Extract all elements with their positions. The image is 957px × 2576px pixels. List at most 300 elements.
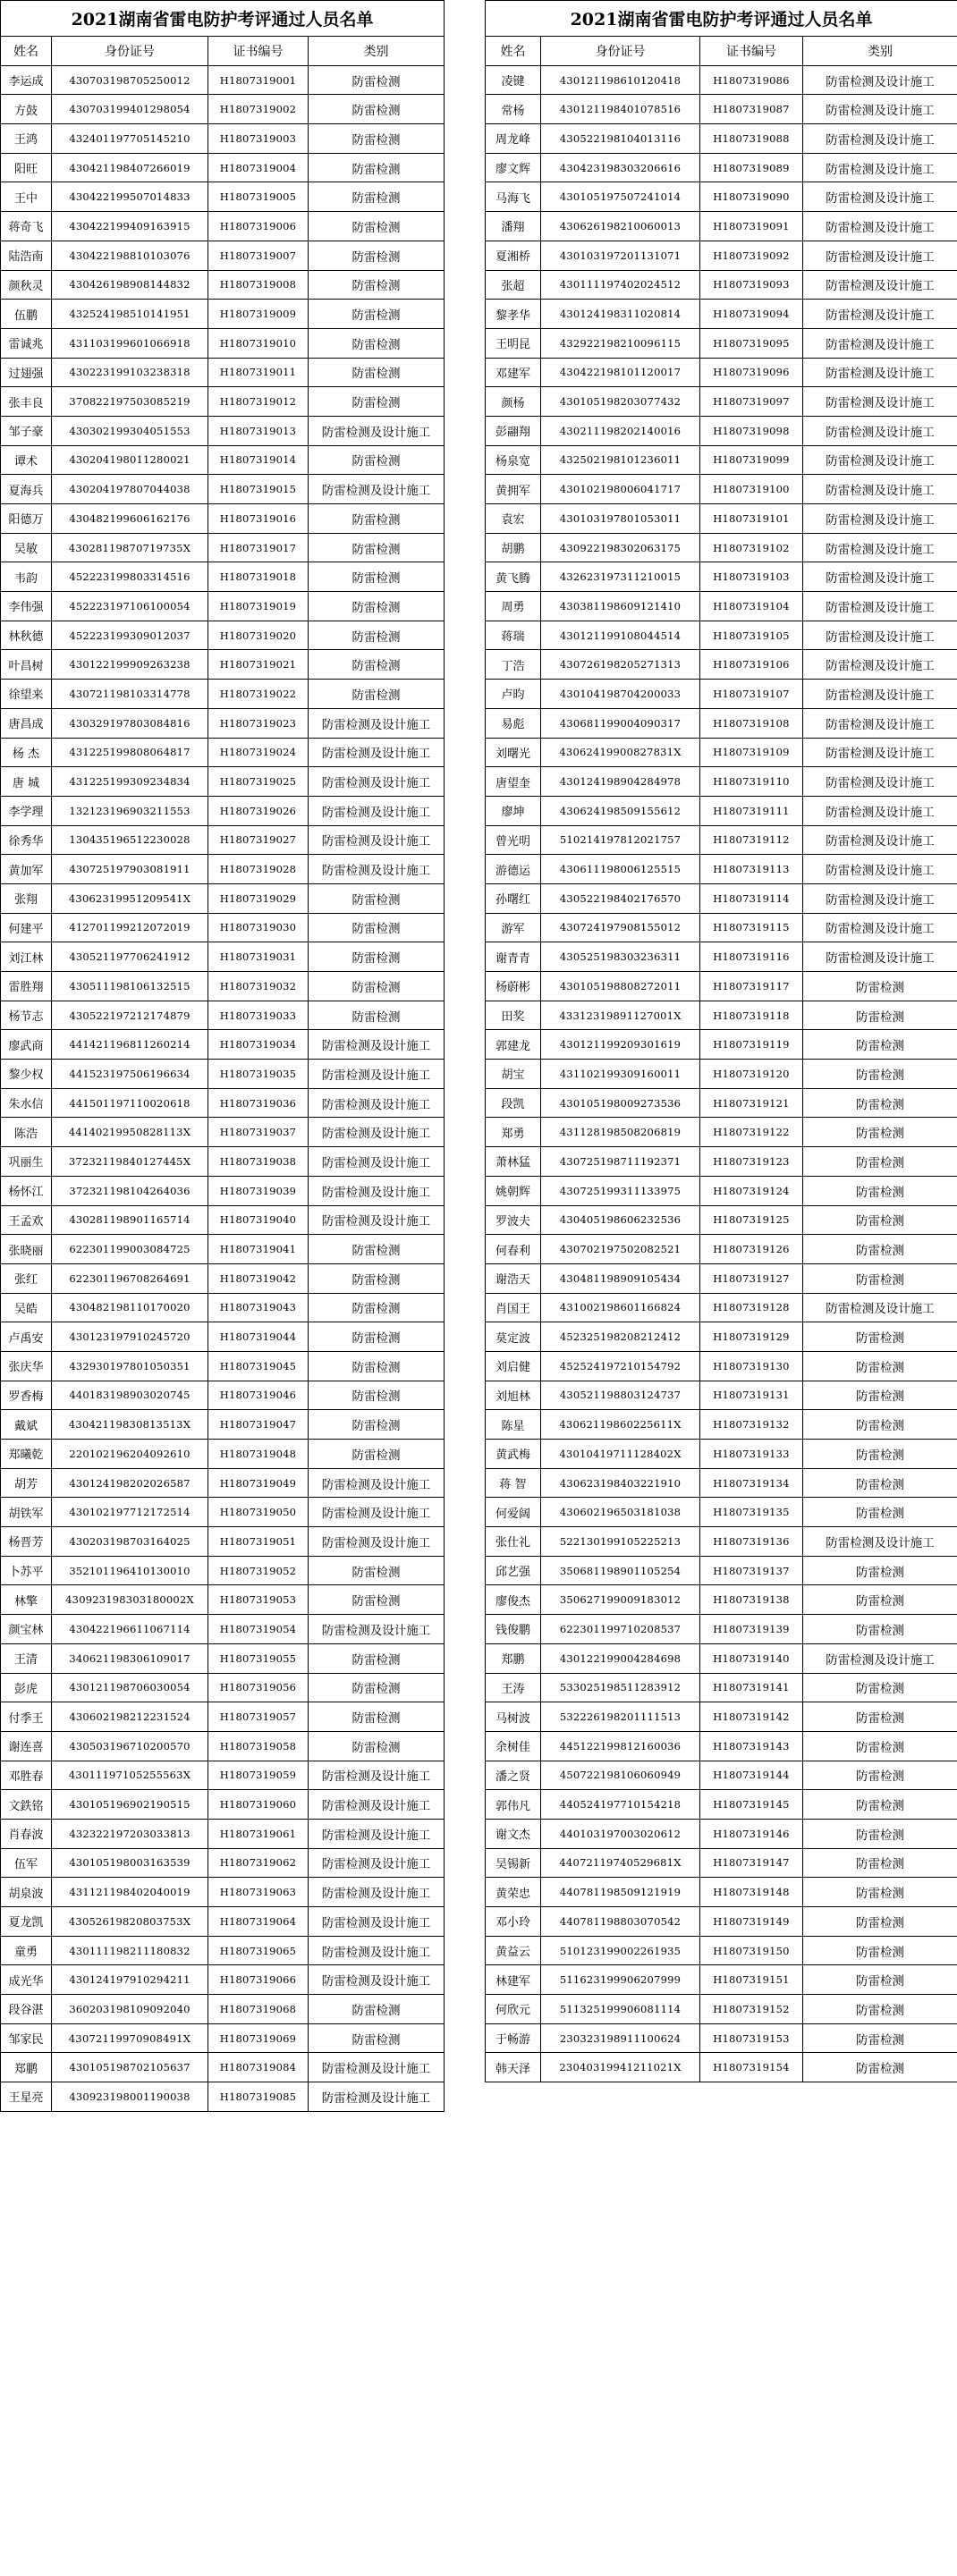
category-cell: 防雷检测及设计施工 — [309, 1819, 445, 1848]
name-cell: 王星亮 — [1, 2082, 52, 2112]
certificate-number-cell: H1807319130 — [700, 1351, 803, 1381]
certificate-number-cell: H1807319002 — [208, 95, 309, 124]
name-cell: 姚朝辉 — [486, 1176, 541, 1205]
category-cell: 防雷检测 — [803, 1702, 957, 1732]
category-cell: 防雷检测及设计施工 — [803, 95, 957, 124]
id-number-cell: 430724197908155012 — [541, 913, 700, 942]
table-row — [1, 1440, 445, 1469]
id-number-cell: 430123197910245720 — [52, 1322, 208, 1352]
table-row — [486, 1351, 957, 1381]
id-number-cell: 430923198303180002X — [52, 1585, 208, 1615]
name-cell: 丁浩 — [486, 650, 541, 680]
category-cell: 防雷检测 — [309, 1263, 445, 1293]
id-number-cell: 130435196512230028 — [52, 825, 208, 855]
name-cell: 张超 — [486, 270, 541, 300]
id-number-cell: 430426198908144832 — [52, 270, 208, 300]
id-number-cell: 432922198210096115 — [541, 328, 700, 358]
id-number-cell: 431225199309234834 — [52, 767, 208, 797]
table-row — [486, 1790, 957, 1820]
id-number-cell: 430121198401078516 — [541, 95, 700, 124]
right-roster-table — [485, 0, 957, 2082]
certificate-number-cell: H1807319140 — [700, 1643, 803, 1673]
category-cell: 防雷检测 — [803, 1673, 957, 1702]
id-number-cell: 430105196902190515 — [52, 1790, 208, 1820]
table-row — [1, 300, 445, 329]
id-number-cell: 430522198402176570 — [541, 883, 700, 913]
table-row — [1, 1322, 445, 1352]
id-number-cell: 430381198609121410 — [541, 592, 700, 621]
table-row — [486, 2023, 957, 2053]
table-row — [486, 241, 957, 270]
certificate-number-cell: H1807319003 — [208, 124, 309, 154]
name-cell: 胡鹏 — [486, 533, 541, 562]
name-cell: 王明昆 — [486, 328, 541, 358]
category-cell: 防雷检测及设计施工 — [803, 300, 957, 329]
certificate-number-cell: H1807319135 — [700, 1498, 803, 1527]
name-cell: 于畅游 — [486, 2023, 541, 2053]
name-cell: 张仕礼 — [486, 1527, 541, 1557]
name-cell: 何爱阔 — [486, 1498, 541, 1527]
name-cell: 黎孝华 — [486, 300, 541, 329]
category-cell: 防雷检测 — [803, 1615, 957, 1644]
category-cell: 防雷检测 — [309, 650, 445, 680]
category-cell: 防雷检测及设计施工 — [309, 416, 445, 445]
table-row — [486, 95, 957, 124]
name-cell: 马海飞 — [486, 182, 541, 212]
certificate-number-cell: H1807319137 — [700, 1556, 803, 1585]
name-cell: 孙曙红 — [486, 883, 541, 913]
category-cell: 防雷检测及设计施工 — [309, 1878, 445, 1907]
id-number-cell: 430422199507014833 — [52, 182, 208, 212]
certificate-number-cell: H1807319056 — [208, 1673, 309, 1702]
id-number-cell: 430602196503181038 — [541, 1498, 700, 1527]
category-cell: 防雷检测 — [309, 1293, 445, 1322]
certificate-number-cell: H1807319042 — [208, 1263, 309, 1293]
certificate-number-cell: H1807319058 — [208, 1731, 309, 1761]
id-number-cell: 430422196611067114 — [52, 1615, 208, 1644]
certificate-number-cell: H1807319112 — [700, 825, 803, 855]
name-cell: 王孟欢 — [1, 1205, 52, 1235]
category-cell: 防雷检测 — [803, 1440, 957, 1469]
table-row — [1, 65, 445, 95]
certificate-number-cell: H1807319100 — [700, 475, 803, 504]
name-cell: 颜杨 — [486, 387, 541, 417]
id-number-cell: 43010419711128402X — [541, 1440, 700, 1469]
certificate-number-cell: H1807319062 — [208, 1848, 309, 1878]
id-number-cell: 43042119830813513X — [52, 1410, 208, 1440]
name-cell: 谢文杰 — [486, 1819, 541, 1848]
id-number-cell: 430281198901165714 — [52, 1205, 208, 1235]
name-cell: 何欣元 — [486, 1995, 541, 2024]
table-row — [486, 1848, 957, 1878]
name-cell: 郑曦乾 — [1, 1440, 52, 1469]
id-number-cell: 441501197110020618 — [52, 1088, 208, 1118]
table-row — [486, 1176, 957, 1205]
certificate-number-cell: H1807319048 — [208, 1440, 309, 1469]
name-cell: 朱水信 — [1, 1088, 52, 1118]
category-cell: 防雷检测及设计施工 — [309, 1527, 445, 1557]
name-cell: 邱艺强 — [486, 1556, 541, 1585]
certificate-number-cell: H1807319055 — [208, 1643, 309, 1673]
certificate-number-cell: H1807319033 — [208, 1001, 309, 1030]
name-cell: 邹家民 — [1, 2023, 52, 2053]
certificate-number-cell: H1807319007 — [208, 241, 309, 270]
id-number-cell: 430725198711192371 — [541, 1147, 700, 1177]
table-row — [1, 1995, 445, 2024]
id-number-cell: 430105198808272011 — [541, 972, 700, 1001]
category-cell: 防雷检测及设计施工 — [309, 708, 445, 738]
category-cell: 防雷检测 — [803, 1351, 957, 1381]
certificate-number-cell: H1807319004 — [208, 153, 309, 182]
table-row — [1, 796, 445, 825]
certificate-number-cell: H1807319060 — [208, 1790, 309, 1820]
id-number-cell: 430122199909263238 — [52, 650, 208, 680]
category-cell: 防雷检测及设计施工 — [803, 1527, 957, 1557]
id-number-cell: 430124197910294211 — [52, 1965, 208, 1995]
category-cell: 防雷检测及设计施工 — [803, 124, 957, 154]
certificate-number-cell: H1807319147 — [700, 1848, 803, 1878]
name-cell: 凌键 — [486, 65, 541, 95]
name-cell: 戴斌 — [1, 1410, 52, 1440]
certificate-number-cell: H1807319022 — [208, 680, 309, 709]
category-cell: 防雷检测及设计施工 — [803, 416, 957, 445]
certificate-number-cell: H1807319064 — [208, 1907, 309, 1937]
category-cell: 防雷检测 — [309, 65, 445, 95]
category-cell: 防雷检测及设计施工 — [803, 212, 957, 241]
table-row — [1, 913, 445, 942]
id-number-cell: 432322197203033813 — [52, 1819, 208, 1848]
table-row — [1, 1848, 445, 1878]
name-cell: 刘江林 — [1, 942, 52, 972]
table-row — [486, 153, 957, 182]
category-cell: 防雷检测 — [803, 1060, 957, 1089]
certificate-number-cell: H1807319011 — [208, 358, 309, 387]
category-cell: 防雷检测及设计施工 — [803, 241, 957, 270]
table-row — [486, 562, 957, 592]
table-row — [486, 1440, 957, 1469]
category-cell: 防雷检测 — [803, 1322, 957, 1352]
name-cell: 黄加军 — [1, 855, 52, 884]
certificate-number-cell: H1807319054 — [208, 1615, 309, 1644]
category-cell: 防雷检测及设计施工 — [309, 1965, 445, 1995]
name-cell: 夏海兵 — [1, 475, 52, 504]
id-number-cell: 430422198810103076 — [52, 241, 208, 270]
certificate-number-cell: H1807319066 — [208, 1965, 309, 1995]
certificate-number-cell: H1807319149 — [700, 1907, 803, 1937]
certificate-number-cell: H1807319095 — [700, 328, 803, 358]
table-row — [1, 1001, 445, 1030]
id-number-cell: 430525198303236311 — [541, 942, 700, 972]
id-number-cell: 430611198006125515 — [541, 855, 700, 884]
name-cell: 杨怀江 — [1, 1176, 52, 1205]
certificate-number-cell: H1807319065 — [208, 1936, 309, 1965]
category-cell: 防雷检测 — [803, 1147, 957, 1177]
id-number-cell: 431002198601166824 — [541, 1293, 700, 1322]
id-number-cell: 430522198104013116 — [541, 124, 700, 154]
certificate-number-cell: H1807319115 — [700, 913, 803, 942]
id-number-cell: 37232119840127445X — [52, 1147, 208, 1177]
table-row — [486, 182, 957, 212]
table-row — [1, 1615, 445, 1644]
category-cell: 防雷检测及设计施工 — [803, 65, 957, 95]
certificate-number-cell: H1807319146 — [700, 1819, 803, 1848]
table-row — [1, 855, 445, 884]
certificate-number-cell: H1807319123 — [700, 1147, 803, 1177]
certificate-number-cell: H1807319047 — [208, 1410, 309, 1440]
category-cell: 防雷检测 — [309, 387, 445, 417]
certificate-number-cell: H1807319114 — [700, 883, 803, 913]
name-cell: 蒋 智 — [486, 1468, 541, 1498]
id-number-cell: 430482199606162176 — [52, 504, 208, 534]
id-number-cell: 370822197503085219 — [52, 387, 208, 417]
certificate-number-cell: H1807319001 — [208, 65, 309, 95]
table-row — [486, 1468, 957, 1498]
id-number-cell: 430121199108044514 — [541, 621, 700, 650]
category-cell: 防雷检测 — [309, 1995, 445, 2024]
header-id-number: 身份证号 — [541, 37, 700, 66]
table-row — [1, 738, 445, 767]
id-number-cell: 533025198511283912 — [541, 1673, 700, 1702]
table-row — [486, 1936, 957, 1965]
table-row — [1, 1030, 445, 1060]
category-cell: 防雷检测 — [803, 1468, 957, 1498]
certificate-number-cell: H1807319024 — [208, 738, 309, 767]
table-row — [1, 825, 445, 855]
id-number-cell: 430626198210060013 — [541, 212, 700, 241]
table-row — [486, 1878, 957, 1907]
table-row — [486, 270, 957, 300]
name-cell: 唐昌成 — [1, 708, 52, 738]
id-number-cell: 432930197801050351 — [52, 1351, 208, 1381]
category-cell: 防雷检测及设计施工 — [309, 2053, 445, 2082]
name-cell: 陈星 — [486, 1410, 541, 1440]
category-cell: 防雷检测 — [803, 1176, 957, 1205]
category-cell: 防雷检测及设计施工 — [309, 1176, 445, 1205]
table-row — [1, 680, 445, 709]
table-row — [486, 1498, 957, 1527]
name-cell: 易彪 — [486, 708, 541, 738]
certificate-number-cell: H1807319110 — [700, 767, 803, 797]
certificate-number-cell: H1807319099 — [700, 445, 803, 475]
category-cell: 防雷检测及设计施工 — [803, 504, 957, 534]
table-row — [1, 942, 445, 972]
table-row — [486, 1819, 957, 1848]
table-row — [486, 445, 957, 475]
category-cell: 防雷检测 — [803, 1001, 957, 1030]
table-row — [1, 1527, 445, 1557]
name-cell: 付季王 — [1, 1702, 52, 1732]
name-cell: 王清 — [1, 1643, 52, 1673]
category-cell: 防雷检测 — [309, 1235, 445, 1264]
category-cell: 防雷检测 — [309, 942, 445, 972]
certificate-number-cell: H1807319145 — [700, 1790, 803, 1820]
certificate-number-cell: H1807319040 — [208, 1205, 309, 1235]
name-cell: 余树佳 — [486, 1731, 541, 1761]
certificate-number-cell: H1807319087 — [700, 95, 803, 124]
table-row — [486, 124, 957, 154]
category-cell: 防雷检测 — [803, 1235, 957, 1264]
table-title: 2021湖南省雷电防护考评通过人员名单 — [486, 1, 957, 37]
category-cell: 防雷检测 — [803, 2023, 957, 2053]
header-name: 姓名 — [1, 37, 52, 66]
name-cell: 夏湘桥 — [486, 241, 541, 270]
table-row — [486, 972, 957, 1001]
id-number-cell: 430422198101120017 — [541, 358, 700, 387]
category-cell: 防雷检测 — [309, 182, 445, 212]
table-row — [1, 124, 445, 154]
certificate-number-cell: H1807319148 — [700, 1878, 803, 1907]
right-roster-body — [486, 65, 957, 2082]
id-number-cell: 432401197705145210 — [52, 124, 208, 154]
certificate-number-cell: H1807319124 — [700, 1176, 803, 1205]
category-cell: 防雷检测及设计施工 — [309, 1205, 445, 1235]
name-cell: 肖国王 — [486, 1293, 541, 1322]
table-row — [486, 1118, 957, 1147]
category-cell: 防雷检测及设计施工 — [803, 445, 957, 475]
id-number-cell: 510123199002261935 — [541, 1936, 700, 1965]
certificate-number-cell: H1807319039 — [208, 1176, 309, 1205]
table-row — [486, 825, 957, 855]
id-number-cell: 430521197706241912 — [52, 942, 208, 972]
id-number-cell: 430302199304051553 — [52, 416, 208, 445]
id-number-cell: 430329197803084816 — [52, 708, 208, 738]
certificate-number-cell: H1807319091 — [700, 212, 803, 241]
id-number-cell: 430721198103314778 — [52, 680, 208, 709]
table-row — [1, 504, 445, 534]
certificate-number-cell: H1807319128 — [700, 1293, 803, 1322]
id-number-cell: 532226198201111513 — [541, 1702, 700, 1732]
certificate-number-cell: H1807319068 — [208, 1995, 309, 2024]
category-cell: 防雷检测 — [309, 1381, 445, 1410]
header-certificate-number: 证书编号 — [208, 37, 309, 66]
certificate-number-cell: H1807319154 — [700, 2053, 803, 2082]
table-row — [486, 358, 957, 387]
id-number-cell: 43072119970908491X — [52, 2023, 208, 2053]
table-row — [1, 562, 445, 592]
category-cell: 防雷检测 — [309, 95, 445, 124]
table-row — [486, 212, 957, 241]
id-number-cell: 430623198403221910 — [541, 1468, 700, 1498]
name-cell: 何春利 — [486, 1235, 541, 1264]
id-number-cell: 440103197003020612 — [541, 1819, 700, 1848]
name-cell: 杨蔚彬 — [486, 972, 541, 1001]
table-row — [1, 1907, 445, 1937]
right-roster-panel — [485, 0, 957, 2082]
certificate-number-cell: H1807319021 — [208, 650, 309, 680]
certificate-number-cell: H1807319118 — [700, 1001, 803, 1030]
name-cell: 谭术 — [1, 445, 52, 475]
category-cell: 防雷检测 — [309, 124, 445, 154]
name-cell: 田奖 — [486, 1001, 541, 1030]
certificate-number-cell: H1807319032 — [208, 972, 309, 1001]
category-cell: 防雷检测及设计施工 — [803, 475, 957, 504]
category-cell: 防雷检测 — [803, 2053, 957, 2082]
id-number-cell: 430105198009273536 — [541, 1088, 700, 1118]
name-cell: 唐望奎 — [486, 767, 541, 797]
category-cell: 防雷检测及设计施工 — [803, 328, 957, 358]
certificate-number-cell: H1807319150 — [700, 1936, 803, 1965]
table-row — [1, 1673, 445, 1702]
table-row — [1, 212, 445, 241]
left-roster-body — [1, 65, 445, 2111]
id-number-cell: 432524198510141951 — [52, 300, 208, 329]
certificate-number-cell: H1807319132 — [700, 1410, 803, 1440]
id-number-cell: 430204197807044038 — [52, 475, 208, 504]
id-number-cell: 43312319891127001X — [541, 1001, 700, 1030]
certificate-number-cell: H1807319030 — [208, 913, 309, 942]
category-cell: 防雷检测及设计施工 — [803, 767, 957, 797]
certificate-number-cell: H1807319121 — [700, 1088, 803, 1118]
certificate-number-cell: H1807319129 — [700, 1322, 803, 1352]
certificate-number-cell: H1807319097 — [700, 387, 803, 417]
category-cell: 防雷检测及设计施工 — [803, 270, 957, 300]
category-cell: 防雷检测及设计施工 — [309, 1761, 445, 1790]
id-number-cell: 441421196811260214 — [52, 1030, 208, 1060]
category-cell: 防雷检测及设计施工 — [803, 387, 957, 417]
table-row — [1, 1731, 445, 1761]
category-cell: 防雷检测及设计施工 — [803, 942, 957, 972]
certificate-number-cell: H1807319008 — [208, 270, 309, 300]
id-number-cell: 440524197710154218 — [541, 1790, 700, 1820]
name-cell: 常杨 — [486, 95, 541, 124]
certificate-number-cell: H1807319105 — [700, 621, 803, 650]
category-cell: 防雷检测 — [803, 1205, 957, 1235]
id-number-cell: 350627199009183012 — [541, 1585, 700, 1615]
certificate-number-cell: H1807319098 — [700, 416, 803, 445]
table-row — [1, 2082, 445, 2112]
name-cell: 巩丽生 — [1, 1147, 52, 1177]
name-cell: 邓小玲 — [486, 1907, 541, 1937]
category-cell: 防雷检测 — [803, 1498, 957, 1527]
table-row — [1, 328, 445, 358]
table-row — [486, 416, 957, 445]
name-cell: 颜宝林 — [1, 1615, 52, 1644]
certificate-number-cell: H1807319015 — [208, 475, 309, 504]
category-cell: 防雷检测 — [309, 562, 445, 592]
header-row — [486, 37, 957, 66]
name-cell: 周龙峰 — [486, 124, 541, 154]
id-number-cell: 452524197210154792 — [541, 1351, 700, 1381]
id-number-cell: 220102196204092610 — [52, 1440, 208, 1469]
table-row — [486, 1556, 957, 1585]
category-cell: 防雷检测 — [309, 1643, 445, 1673]
certificate-number-cell: H1807319102 — [700, 533, 803, 562]
table-title: 2021湖南省雷电防护考评通过人员名单 — [1, 1, 445, 37]
table-row — [486, 1263, 957, 1293]
table-row — [486, 913, 957, 942]
id-number-cell: 430121199209301619 — [541, 1030, 700, 1060]
id-number-cell: 372321198104264036 — [52, 1176, 208, 1205]
table-row — [1, 2053, 445, 2082]
category-cell: 防雷检测 — [309, 445, 445, 475]
name-cell: 潘之贤 — [486, 1761, 541, 1790]
certificate-number-cell: H1807319043 — [208, 1293, 309, 1322]
name-cell: 过翅强 — [1, 358, 52, 387]
certificate-number-cell: H1807319037 — [208, 1118, 309, 1147]
name-cell: 雷胜翔 — [1, 972, 52, 1001]
table-row — [486, 1643, 957, 1673]
category-cell: 防雷检测及设计施工 — [309, 1615, 445, 1644]
id-number-cell: 230323198911100624 — [541, 2023, 700, 2053]
name-cell: 段凯 — [486, 1088, 541, 1118]
certificate-number-cell: H1807319133 — [700, 1440, 803, 1469]
certificate-number-cell: H1807319109 — [700, 738, 803, 767]
certificate-number-cell: H1807319125 — [700, 1205, 803, 1235]
name-cell: 胡宝 — [486, 1060, 541, 1089]
certificate-number-cell: H1807319050 — [208, 1498, 309, 1527]
table-row — [486, 328, 957, 358]
name-cell: 黎少权 — [1, 1060, 52, 1089]
